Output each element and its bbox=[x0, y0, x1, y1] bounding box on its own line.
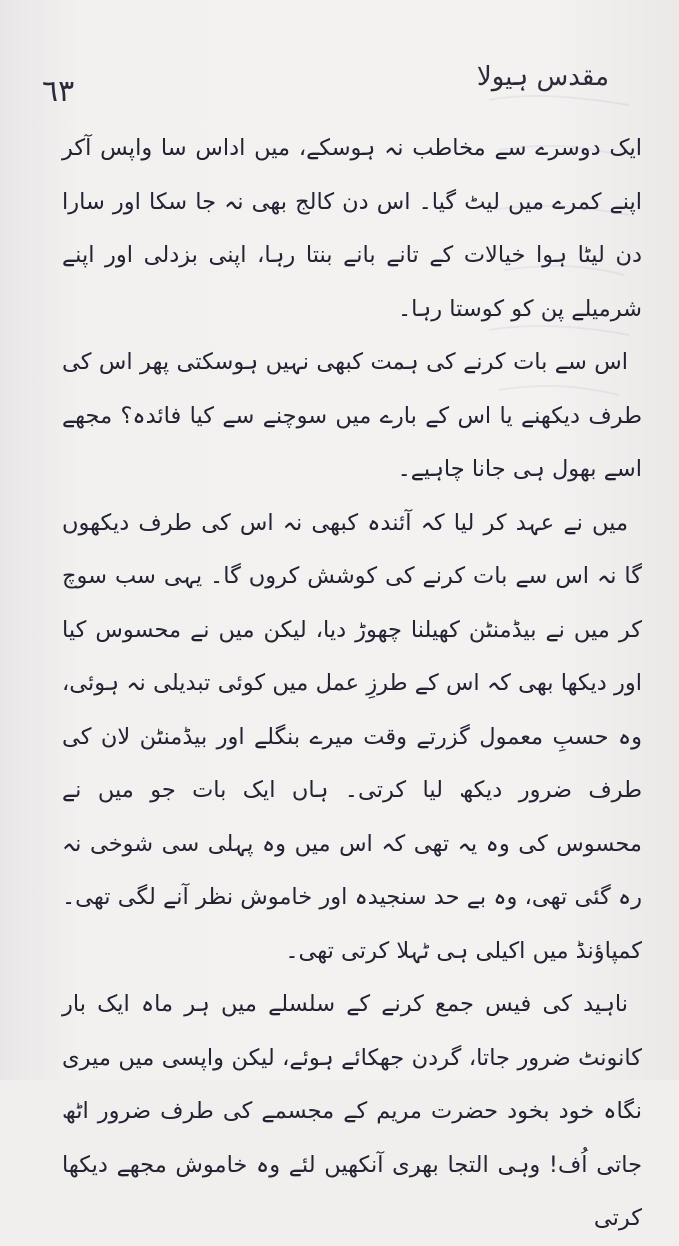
running-title: مقدس ہیولا bbox=[476, 62, 609, 92]
paragraph-1: ایک دوسرے سے مخاطب نہ ہوسکے، میں اداس سا واپس آکر اپنے کمرے میں لیٹ گیا۔ اس دن کالج بھی نہ جا سکا اور سارا دن لیٹا ہوا خیالات کے تانے بانے بنتا رہا، اپنی بزدلی اور اپنے شرمیلے پن کو کوستا رہا۔ bbox=[62, 135, 642, 322]
page-number: ٦٣ bbox=[42, 74, 75, 109]
paragraph-2: اس سے بات کرنے کی ہمت کبھی نہیں ہوسکتی پھر اس کی طرف دیکھنے یا اس کے بارے میں سوچنے سے کیا فائدہ؟ مجھے اسے بھول ہی جانا چاہیے۔ bbox=[62, 349, 642, 482]
paragraph-4: ناہید کی فیس جمع کرنے کے سلسلے میں ہر ماہ ایک بار کانونٹ ضرور جاتا، گردن جھکائے ہوئے، لیکن واپسی میں میری نگاہ خود بخود حضرت مریم کے مجسمے کی طرف ضرور اٹھ جاتی اُف! وہی التجا بھری آنکھیں لئے وہ خاموش مجھے دیکھا کرتی bbox=[62, 991, 642, 1231]
page-header bbox=[30, 52, 609, 109]
page-body bbox=[62, 122, 642, 1231]
paragraph-3: میں نے عہد کر لیا کہ آئندہ کبھی نہ اس کی طرف دیکھوں گا نہ اس سے بات کرنے کی کوشش کروں گا۔ یہی سب سوچ کر میں نے بیڈمنٹن کھیلنا چھوڑ دیا، لیکن میں نے محسوس کیا اور دیکھا بھی کہ اس کے طرزِ عمل میں کوئی تبدیلی نہ ہوئی، وہ حسبِ معمول گزرتے وقت میرے بنگلے اور بیڈمنٹن لان کی طرف ضرور دیکھ لیا کرتی۔ ہاں ایک بات جو میں نے محسوس کی وہ یہ تھی کہ اس میں وہ پہلی سی شوخی نہ رہ گئی تھی، وہ بے حد سنجیدہ اور خاموش نظر آنے لگی تھی۔ کمپاؤنڈ میں اکیلی ہی ٹہلا کرتی تھی۔ bbox=[62, 509, 642, 964]
